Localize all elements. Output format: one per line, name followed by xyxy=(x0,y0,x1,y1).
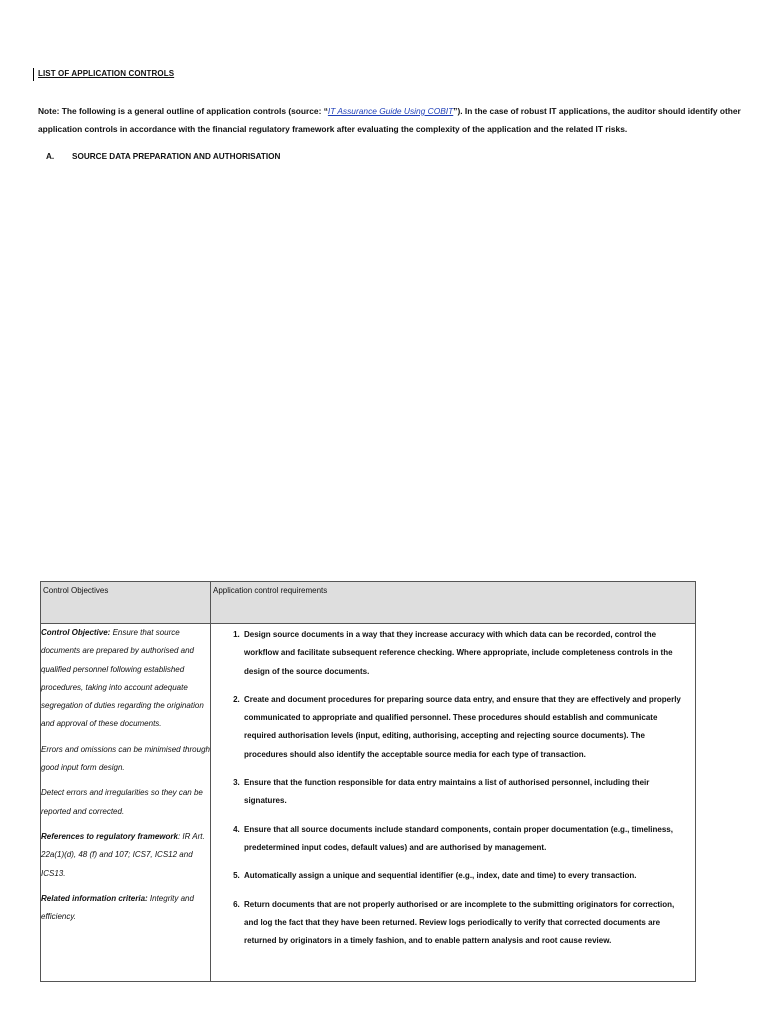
document-title: LIST OF APPLICATION CONTROLS xyxy=(38,69,175,78)
table-row xyxy=(41,624,696,982)
text-cursor xyxy=(33,68,34,81)
info-criteria-label: Related information criteria: xyxy=(41,893,148,903)
header-application-control-requirements: Application control requirements xyxy=(211,582,696,624)
errors-paragraph: Errors and omissions can be minimised through good input form design. xyxy=(41,744,210,773)
list-item: 1. Design source documents in a way that they increase accuracy with which data can be recorded, control the workflow and facilitate subsequent reference checking. Where appropriate, include completeness controls in the design of the source documents. xyxy=(242,626,689,681)
references-text: : IR Art. 22a(1)(d), 48 (f) and 107; ICS7, ICS12 and ICS13. xyxy=(41,831,205,878)
section-title: SOURCE DATA PREPARATION AND AUTHORISATION xyxy=(72,152,281,161)
objective-label: Control Objective: xyxy=(41,628,111,637)
controls-table xyxy=(40,581,696,982)
info-criteria-text: Integrity and efficiency. xyxy=(41,893,194,922)
list-item: 4. Ensure that all source documents include standard components, contain proper documentation (e.g., timeliness, predetermined input codes, default values) and are authorised by management. xyxy=(242,821,689,858)
note-suffix: ”). In the case of robust IT applications, the auditor should identify other application controls in accordance with the financial regulatory framework after evaluating the complexity of the application and the related IT risks. xyxy=(38,106,741,134)
references-label: References to regulatory framework xyxy=(41,831,178,841)
list-item: 3. Ensure that the function responsible for data entry maintains a list of authorised personnel, including their signatures. xyxy=(242,774,689,811)
references-paragraph xyxy=(41,828,210,883)
objective-text: Ensure that source documents are prepared by authorised and qualified personnel following established procedures, taking into account adequate segregation of duties regarding the origination and approval of these documents. xyxy=(41,628,204,729)
list-item: 5. Automatically assign a unique and sequential identifier (e.g., index, date and time) to every transaction. xyxy=(242,867,689,885)
list-item: 2. Create and document procedures for preparing source data entry, and ensure that they are effectively and properly communicated to appropriate and qualified personnel. These procedures should establish and communicate required authorisation levels (input, editing, authorising, accepting and rejecting source documents). The procedures should also identify the acceptable source media for each type of transaction. xyxy=(242,691,689,764)
section-letter: A. xyxy=(46,152,55,161)
header-control-objectives: Control Objectives xyxy=(41,582,211,624)
control-objective-cell xyxy=(41,624,211,982)
list-item: 6. Return documents that are not properly authorised or are incomplete to the submitting originators for correction, and log the fact that they have been returned. Review logs periodically to verify that corrected documents are returned by originators in a timely fashion, and to enable pattern analysis and root cause review. xyxy=(242,896,689,951)
section-heading xyxy=(46,152,280,161)
requirements-list xyxy=(211,624,695,950)
objective-paragraph xyxy=(41,624,210,734)
info-criteria-paragraph xyxy=(41,890,210,927)
table-header-row xyxy=(41,582,696,624)
cobit-link[interactable]: IT Assurance Guide Using COBIT xyxy=(327,106,454,116)
requirements-cell xyxy=(211,624,696,982)
detect-paragraph: Detect errors and irregularities so they can be reported and corrected. xyxy=(41,788,203,816)
note-prefix: Note: The following is a general outline of application controls (source: “ xyxy=(38,106,328,116)
note-paragraph xyxy=(38,102,743,138)
